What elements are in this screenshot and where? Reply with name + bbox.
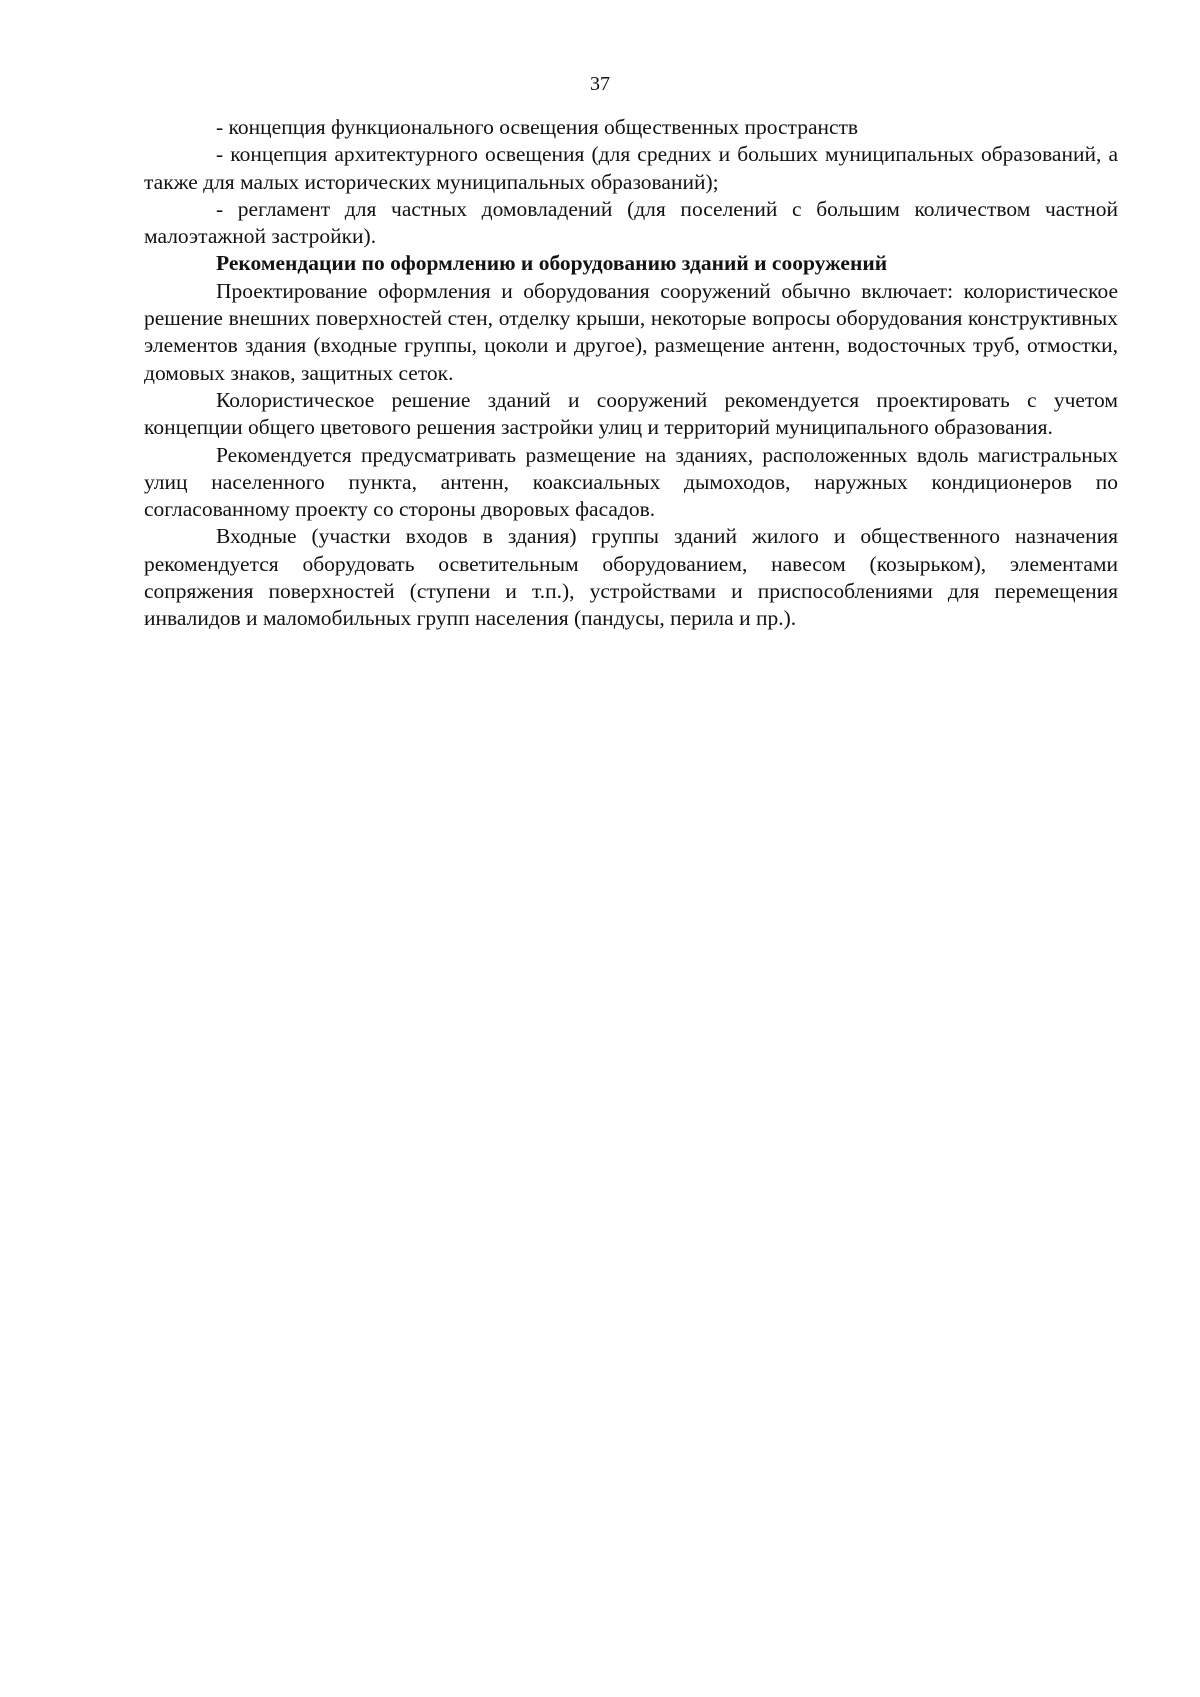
paragraph-private-housing-regulation: - регламент для частных домовладений (для поселений с большим количеством частной малоэтажной застройки). <box>144 196 1118 249</box>
paragraph-design-scope: Проектирование оформления и оборудования сооружений обычно включает: колористическое решение внешних поверхностей стен, отделку крыши, некоторые вопросы оборудования конструктивных элементов здания (входные группы, цоколи и другое), размещение антенн, водосточных труб, отмостки, домовых знаков, защитных сеток. <box>144 278 1118 385</box>
paragraph-color-solution: Колористическое решение зданий и сооружений рекомендуется проектировать с учетом концепции общего цветового решения застройки улиц и территорий муниципального образования. <box>144 387 1118 440</box>
paragraph-antenna-placement: Рекомендуется предусматривать размещение на зданиях, расположенных вдоль магистральных улиц населенного пункта, антенн, коаксиальных дымоходов, наружных кондиционеров по согласованному проекту со стороны дворовых фасадов. <box>144 442 1118 522</box>
paragraph-entrance-groups: Входные (участки входов в здания) группы зданий жилого и общественного назначения рекомендуется оборудовать осветительным оборудованием, навесом (козырьком), элементами сопряжения поверхностей (ступени и т.п.), устройствами и приспособлениями для перемещения инвалидов и маломобильных групп населения (пандусы, перила и пр.). <box>144 524 1118 631</box>
paragraph-architectural-lighting: - концепция архитектурного освещения (для средних и больших муниципальных образований, а также для малых исторических муниципальных образований); <box>144 142 1118 194</box>
page-content <box>144 114 1118 633</box>
section-heading: Рекомендации по оформлению и оборудованию зданий и сооружений <box>216 251 888 276</box>
paragraph-functional-lighting: - концепция функционального освещения общественных пространств <box>216 115 859 139</box>
page-number: 37 <box>590 73 610 95</box>
